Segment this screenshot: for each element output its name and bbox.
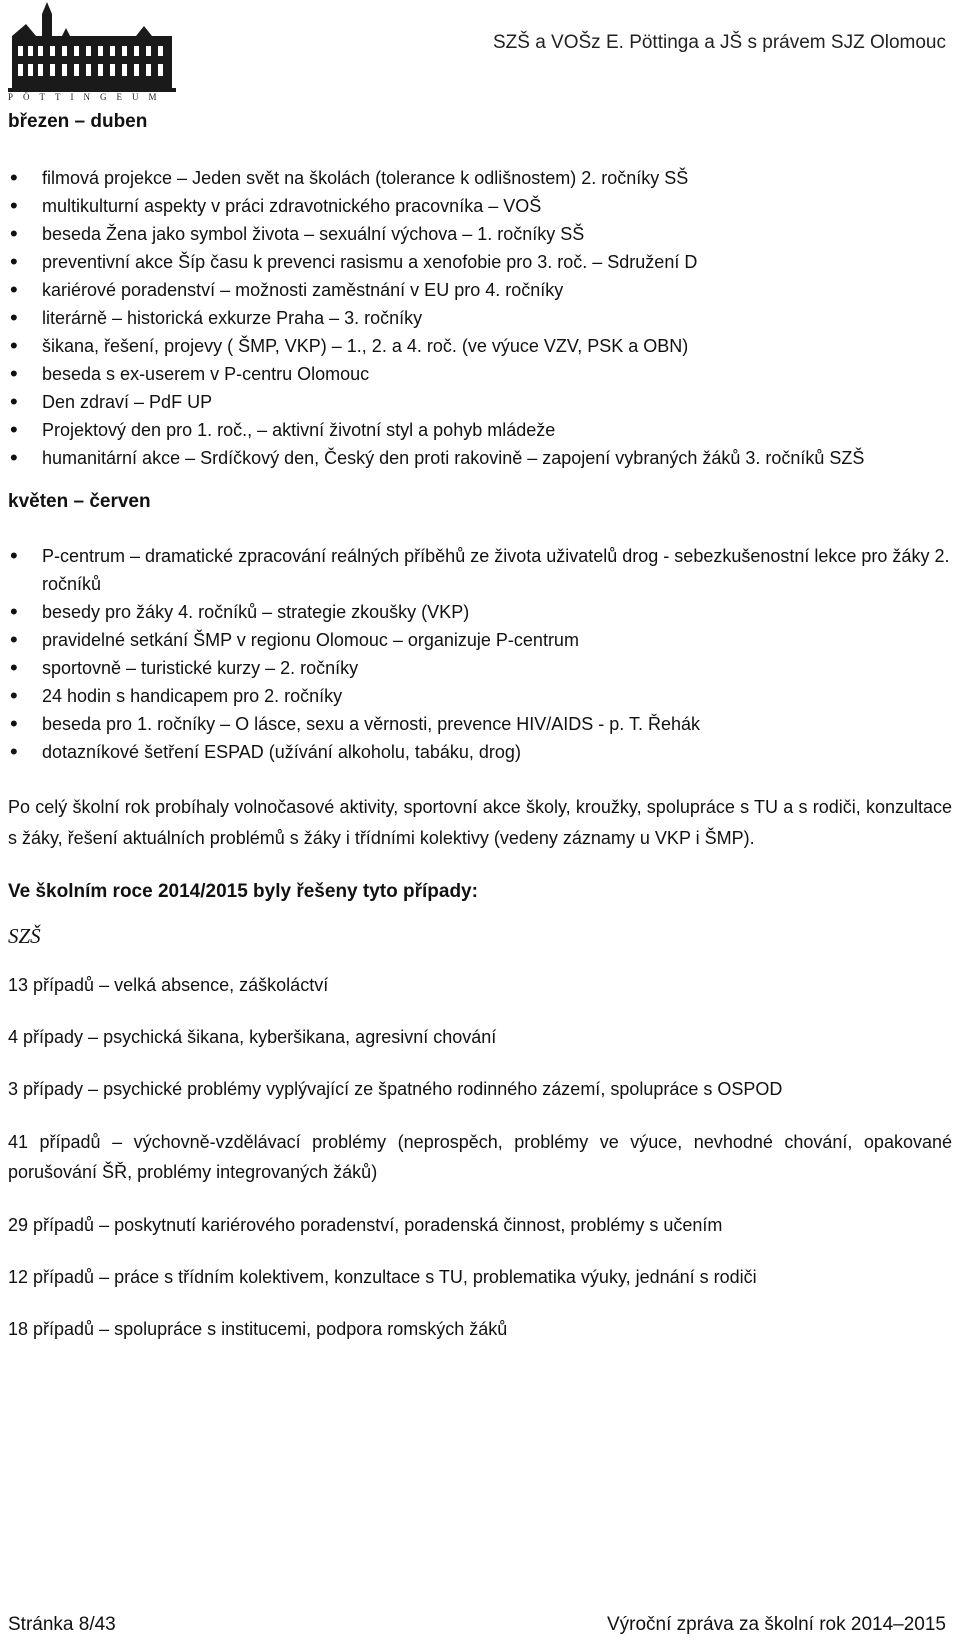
list-item: • preventivní akce Šíp času k prevenci rasismu a xenofobie pro 3. roč. – Sdružení D [8, 248, 952, 276]
school-name: SZŠ a VOŠz E. Pöttinga a JŠ s právem SJZ Olomouc [492, 32, 946, 53]
list-item: • dotazníkové šetření ESPAD (užívání alkoholu, tabáku, drog) [8, 738, 952, 766]
page-number: Stránka 8/43 [8, 1614, 116, 1635]
case-item: 29 případů – poskytnutí kariérového poradenství, poradenská činnost, problémy s učením [8, 1215, 723, 1235]
case-item: 3 případy – psychické problémy vyplývající ze špatného rodinného zázemí, spolupráce s OSPOD [8, 1079, 783, 1099]
bullet-list-may-june [8, 542, 952, 766]
list-item: • šikana, řešení, projevy ( ŠMP, VKP) – 1., 2. a 4. roč. (ve výuce VZV, PSK a OBN) [8, 332, 952, 360]
list-item: • pravidelné setkání ŠMP v regionu Olomouc – organizuje P-centrum [8, 626, 952, 654]
report-title: Výroční zpráva za školní rok 2014–2015 [606, 1614, 946, 1635]
list-item: • humanitární akce – Srdíčkový den, Český den proti rakovině – zapojení vybraných žáků 3. ročníků SZŠ [8, 444, 952, 472]
list-item: • kariérové poradenství – možnosti zaměstnání v EU pro 4. ročníky [8, 276, 952, 304]
case-item: 4 případy – psychická šikana, kyberšikana, agresivní chování [8, 1027, 497, 1047]
list-item: • beseda Žena jako symbol života – sexuální výchova – 1. ročníky SŠ [8, 220, 952, 248]
list-item: • Den zdraví – PdF UP [8, 388, 952, 416]
list-item: • besedy pro žáky 4. ročníků – strategie zkoušky (VKP) [8, 598, 952, 626]
school-building-logo [6, 2, 176, 102]
cases-heading: Ve školním roce 2014/2015 byly řešeny tyto případy: [8, 881, 478, 902]
cases-label: SZŠ [8, 924, 41, 948]
list-item: • sportovně – turistické kurzy – 2. ročníky [8, 654, 952, 682]
section-heading-may-june: květen – červen [8, 491, 151, 512]
list-item: • beseda pro 1. ročníky – O lásce, sexu a věrnosti, prevence HIV/AIDS - p. T. Řehák [8, 710, 952, 738]
list-item: • Projektový den pro 1. roč., – aktivní životní styl a pohyb mládeže [8, 416, 952, 444]
section-heading-march-april: březen – duben [8, 111, 148, 132]
list-item: • filmová projekce – Jeden svět na školách (tolerance k odlišnostem) 2. ročníky SŠ [8, 164, 952, 192]
list-item: • multikulturní aspekty v práci zdravotnického pracovníka – VOŠ [8, 192, 952, 220]
case-item: 13 případů – velká absence, záškoláctví [8, 975, 329, 995]
list-item: • literárně – historická exkurze Praha – 3. ročníky [8, 304, 952, 332]
bullet-list-march-april [8, 164, 952, 472]
list-item: • 24 hodin s handicapem pro 2. ročníky [8, 682, 952, 710]
summary-paragraph: Po celý školní rok probíhaly volnočasové aktivity, sportovní akce školy, kroužky, spolupráce s TU a s rodiči, konzultace s žáky, řešení aktuálních problémů s žáky i třídními kolektivy (vedeny záznamy u VKP i ŠMP). [8, 797, 952, 848]
list-item: • beseda s ex-userem v P-centru Olomouc [8, 360, 952, 388]
case-item: 18 případů – spolupráce s institucemi, podpora romských žáků [8, 1319, 508, 1339]
case-item: 41 případů – výchovně-vzdělávací problémy (neprospěch, problémy ve výuce, nevhodné chování, opakované porušování ŠŘ, problémy integrovaných žáků) [8, 1132, 952, 1182]
list-item: • P-centrum – dramatické zpracování reálných příběhů ze života uživatelů drog - sebezkušenostní lekce pro žáky 2. ročníků [8, 542, 952, 598]
logo-caption: PÖTTINGEUM [8, 92, 167, 102]
document-body [8, 108, 952, 1343]
case-item: 12 případů – práce s třídním kolektivem, konzultace s TU, problematika výuky, jednání s rodiči [8, 1267, 757, 1287]
